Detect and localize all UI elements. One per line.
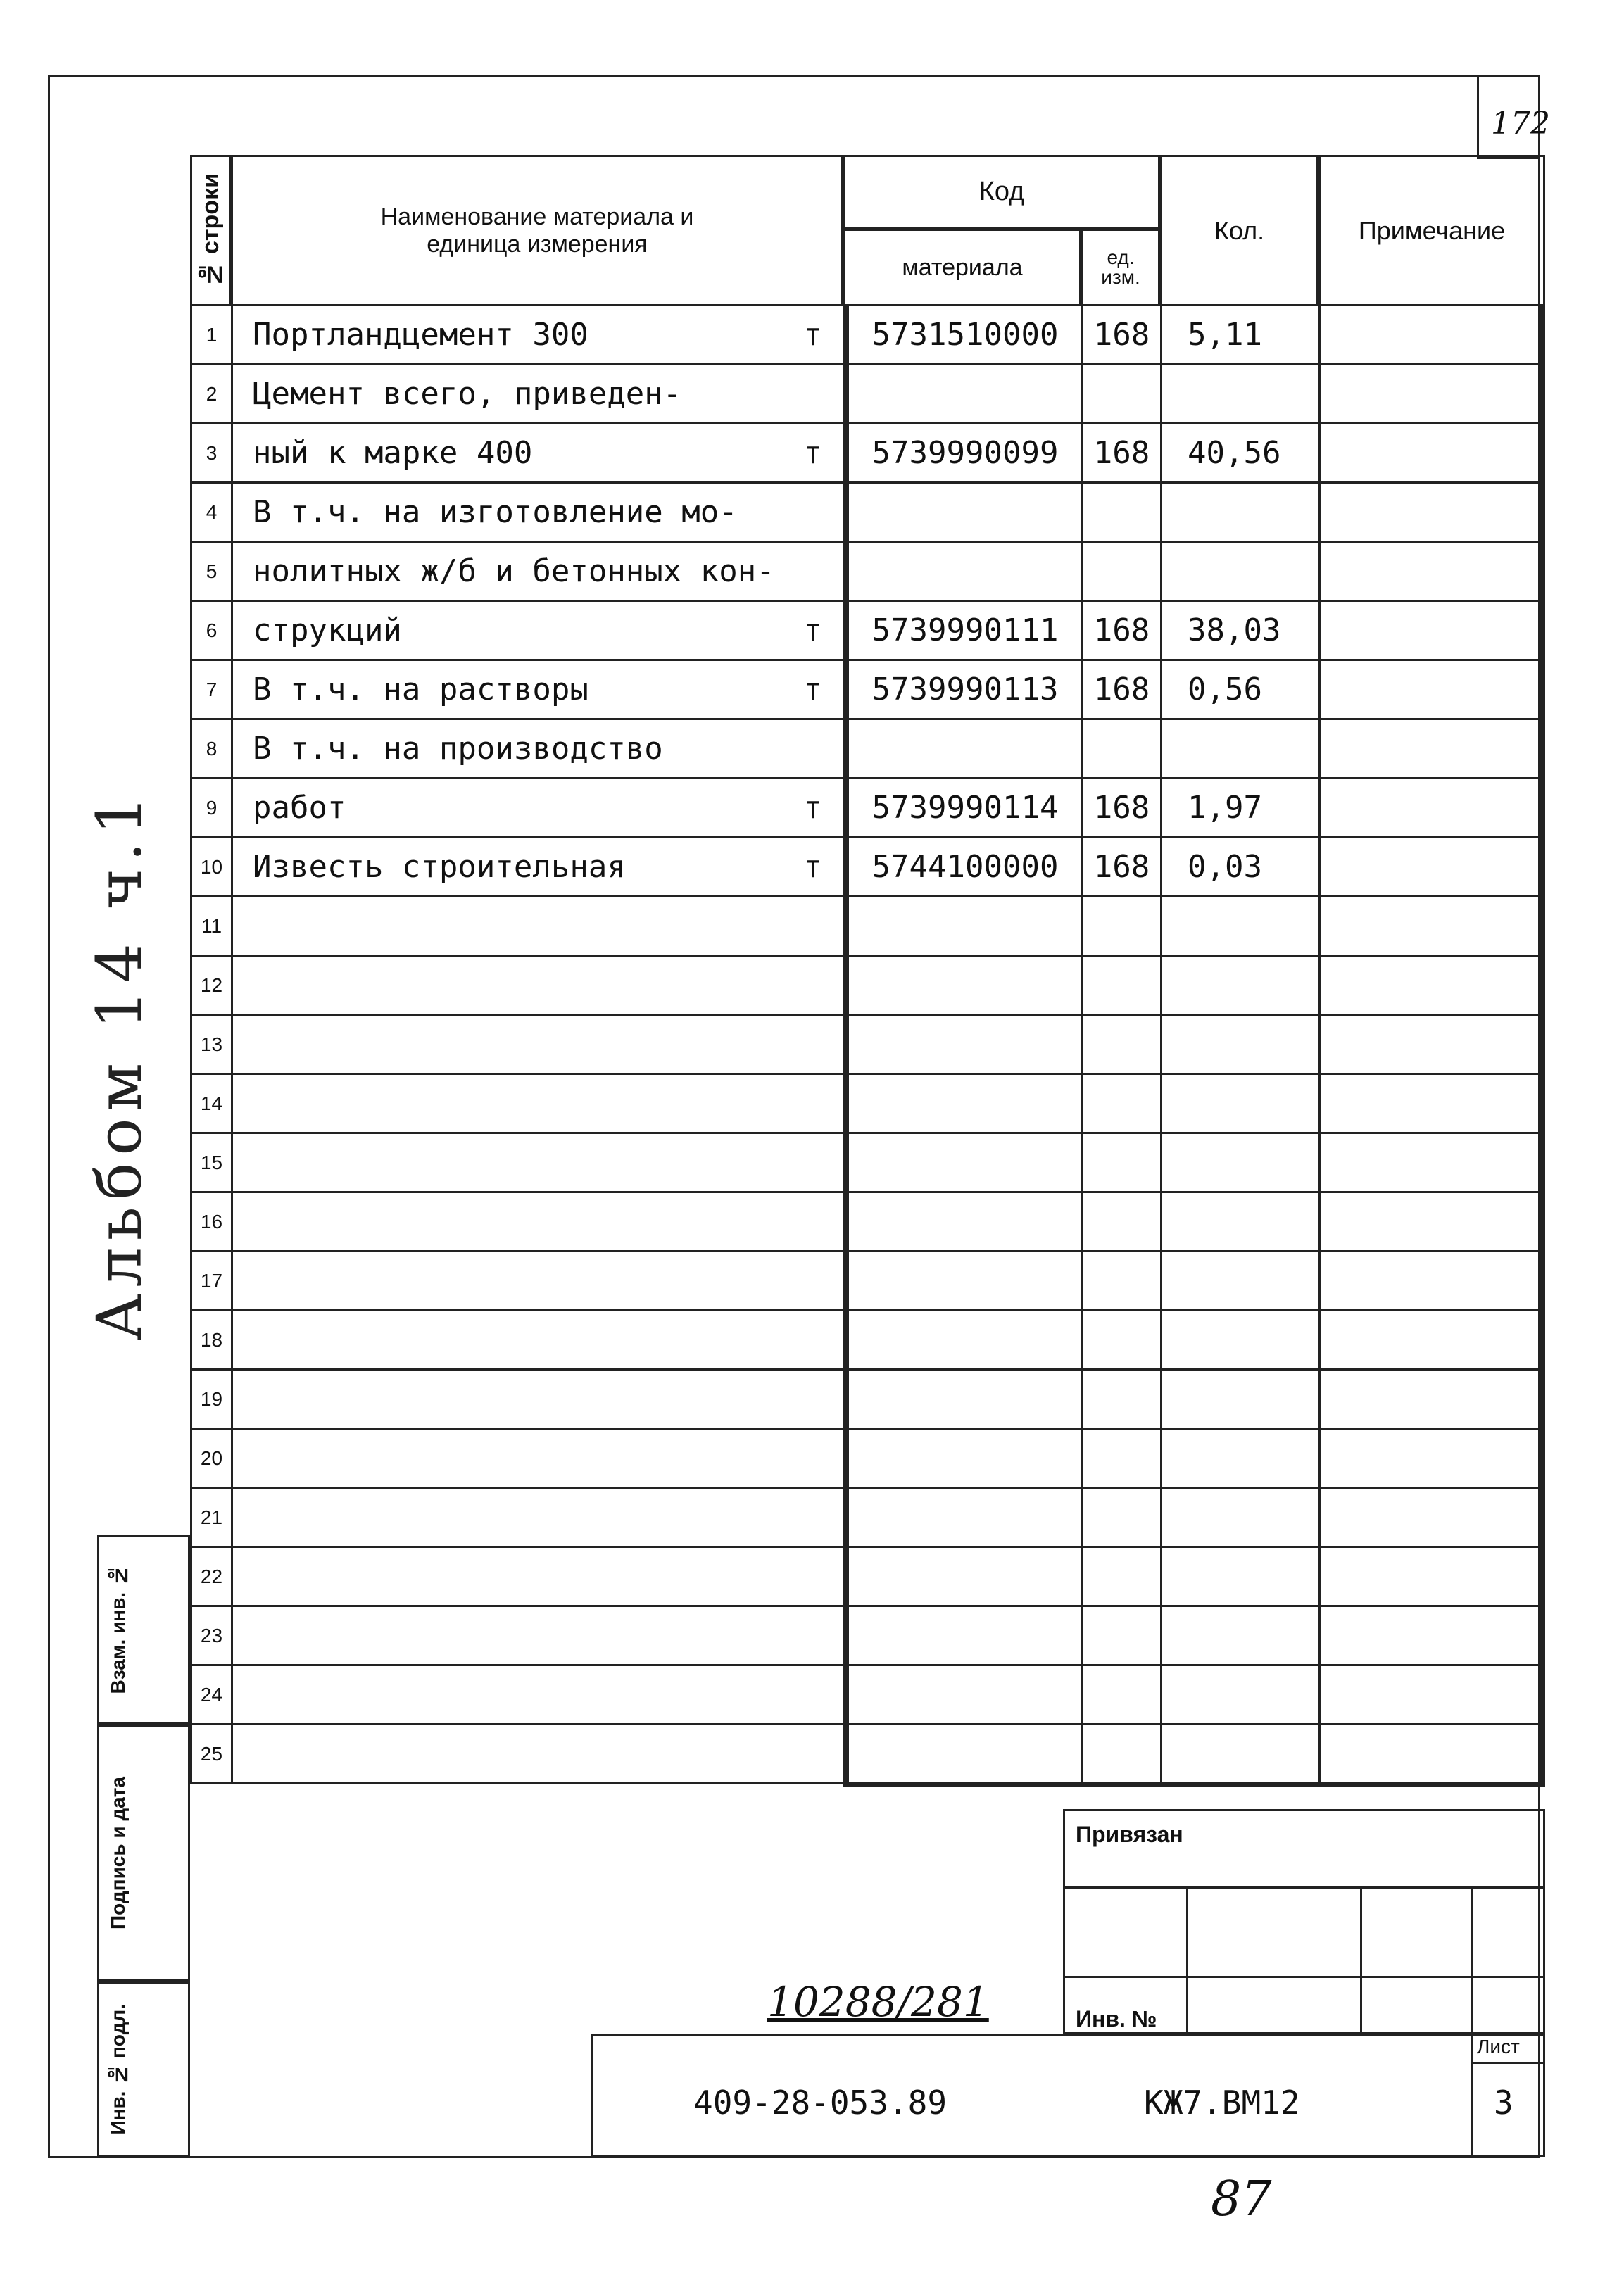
header-row-number: № строки [190, 155, 231, 306]
header-code-unit: ед. изм. [1081, 229, 1160, 306]
note [1318, 897, 1545, 957]
quantity [1160, 543, 1318, 602]
note [1318, 484, 1545, 543]
unit-code [1081, 957, 1160, 1016]
quantity [1160, 1548, 1318, 1607]
quantity [1160, 1193, 1318, 1252]
unit-code [1081, 1430, 1160, 1489]
material-name [231, 1725, 843, 1784]
material-code: 5744100000 [843, 838, 1081, 897]
note [1318, 1725, 1545, 1784]
row-number: 8 [190, 720, 231, 779]
doc-mark: КЖ7.ВМ12 [1144, 2084, 1300, 2122]
quantity [1160, 1016, 1318, 1075]
material-code [843, 365, 1081, 424]
privyazan-grid-col2 [1471, 1886, 1545, 2034]
material-code [843, 957, 1081, 1016]
table-row [190, 543, 1545, 602]
row-number: 12 [190, 957, 231, 1016]
material-unit: т [803, 435, 822, 471]
note [1318, 1489, 1545, 1548]
material-name [231, 1075, 843, 1134]
material-name [231, 838, 843, 897]
podpis-data-label: Подпись и дата [106, 1777, 129, 1929]
material-code [843, 1607, 1081, 1666]
material-name [231, 720, 843, 779]
unit-code: 168 [1081, 306, 1160, 365]
material-code: 5739990111 [843, 602, 1081, 661]
material-code [843, 1489, 1081, 1548]
material-name [231, 1430, 843, 1489]
quantity: 40,56 [1160, 424, 1318, 484]
album-label: Альбом 14 ч.1 [83, 788, 156, 1341]
list-label: Лист [1477, 2036, 1520, 2058]
unit-code [1081, 897, 1160, 957]
quantity [1160, 1311, 1318, 1371]
material-unit: т [803, 672, 822, 707]
unit-code [1081, 1489, 1160, 1548]
table-bottom-border [843, 1782, 1545, 1787]
row-number: 17 [190, 1252, 231, 1311]
privyazan-grid-col [1186, 1886, 1362, 2034]
unit-code [1081, 720, 1160, 779]
row-number: 5 [190, 543, 231, 602]
note [1318, 1548, 1545, 1607]
header-code: Код [843, 155, 1160, 229]
quantity [1160, 1430, 1318, 1489]
material-name [231, 1548, 843, 1607]
table-row [190, 1548, 1545, 1607]
row-number: 7 [190, 661, 231, 720]
note [1318, 543, 1545, 602]
row-number: 13 [190, 1016, 231, 1075]
row-number: 3 [190, 424, 231, 484]
material-code [843, 543, 1081, 602]
unit-code: 168 [1081, 779, 1160, 838]
material-code [843, 897, 1081, 957]
material-name-text: нолитных ж/б и бетонных кон- [253, 553, 775, 589]
note [1318, 1371, 1545, 1430]
note [1318, 1430, 1545, 1489]
table-row [190, 1311, 1545, 1371]
material-name-text: ный к марке 400 [253, 435, 533, 471]
table-row [190, 1725, 1545, 1784]
table-row [190, 1193, 1545, 1252]
material-name [231, 1134, 843, 1193]
table-row [190, 1075, 1545, 1134]
row-number: 21 [190, 1489, 231, 1548]
table-row [190, 1489, 1545, 1548]
material-code: 5731510000 [843, 306, 1081, 365]
row-number: 23 [190, 1607, 231, 1666]
unit-code [1081, 484, 1160, 543]
row-number: 18 [190, 1311, 231, 1371]
unit-code [1081, 1016, 1160, 1075]
material-unit: т [803, 612, 822, 648]
row-number: 16 [190, 1193, 231, 1252]
note [1318, 957, 1545, 1016]
unit-code [1081, 1371, 1160, 1430]
quantity: 0,03 [1160, 838, 1318, 897]
material-name [231, 424, 843, 484]
row-number: 11 [190, 897, 231, 957]
material-name [231, 543, 843, 602]
table-row [190, 602, 1545, 661]
table-row [190, 306, 1545, 365]
material-code [843, 1311, 1081, 1371]
sheet-number: 3 [1494, 2084, 1513, 2122]
quantity [1160, 365, 1318, 424]
material-code [843, 1548, 1081, 1607]
material-name [231, 1489, 843, 1548]
table-row [190, 1371, 1545, 1430]
material-name-text: Портландцемент 300 [253, 317, 588, 353]
quantity [1160, 1371, 1318, 1430]
material-code [843, 720, 1081, 779]
row-number: 24 [190, 1666, 231, 1725]
unit-code [1081, 1311, 1160, 1371]
note [1318, 1607, 1545, 1666]
material-name [231, 365, 843, 424]
vzam-inv-label: Взам. инв. № [106, 1565, 129, 1694]
quantity [1160, 1666, 1318, 1725]
row-number: 1 [190, 306, 231, 365]
unit-code: 168 [1081, 602, 1160, 661]
material-name [231, 897, 843, 957]
material-name-text: струкций [253, 612, 402, 648]
note [1318, 720, 1545, 779]
row-number: 9 [190, 779, 231, 838]
quantity [1160, 1134, 1318, 1193]
inv-no-label: Инв. № [1076, 2006, 1157, 2031]
material-name-text: работ [253, 790, 346, 826]
material-name [231, 602, 843, 661]
material-name [231, 484, 843, 543]
material-name-text: В т.ч. на производство [253, 731, 663, 767]
table-row [190, 484, 1545, 543]
table-row [190, 838, 1545, 897]
material-code [843, 1193, 1081, 1252]
material-code [843, 1016, 1081, 1075]
table-row [190, 1666, 1545, 1725]
privyazan-label: Привязан [1076, 1822, 1183, 1847]
row-number: 25 [190, 1725, 231, 1784]
header-note: Примечание [1318, 155, 1545, 306]
table-row [190, 1016, 1545, 1075]
unit-code: 168 [1081, 661, 1160, 720]
page-number-top: 172 [1491, 106, 1550, 141]
material-name [231, 1193, 843, 1252]
material-code [843, 1252, 1081, 1311]
quantity [1160, 1725, 1318, 1784]
material-name-text: Известь строительная [253, 849, 626, 885]
material-code [843, 1134, 1081, 1193]
material-name [231, 957, 843, 1016]
row-number: 6 [190, 602, 231, 661]
unit-code [1081, 1607, 1160, 1666]
stamp-number: 10288/281 [767, 1978, 989, 2026]
unit-code [1081, 1252, 1160, 1311]
table-row [190, 661, 1545, 720]
doc-code: 409-28-053.89 [693, 2084, 948, 2122]
unit-code: 168 [1081, 838, 1160, 897]
row-number: 2 [190, 365, 231, 424]
quantity: 0,56 [1160, 661, 1318, 720]
row-number: 22 [190, 1548, 231, 1607]
header-name: Наименование материала и единица измерения [231, 155, 843, 306]
quantity [1160, 1075, 1318, 1134]
table-row [190, 424, 1545, 484]
material-name [231, 661, 843, 720]
row-number: 4 [190, 484, 231, 543]
materials-table [190, 155, 1545, 1774]
material-code [843, 1371, 1081, 1430]
table-row [190, 1607, 1545, 1666]
material-code [843, 1725, 1081, 1784]
material-name-text: В т.ч. на растворы [253, 672, 588, 707]
material-name [231, 1371, 843, 1430]
note [1318, 1075, 1545, 1134]
unit-code [1081, 1193, 1160, 1252]
material-code [843, 484, 1081, 543]
quantity [1160, 1489, 1318, 1548]
material-name-text: В т.ч. на изготовление мо- [253, 494, 738, 530]
material-name-text: Цемент всего, приведен- [253, 376, 682, 412]
note [1318, 365, 1545, 424]
quantity: 5,11 [1160, 306, 1318, 365]
material-name [231, 1252, 843, 1311]
unit-code [1081, 1666, 1160, 1725]
material-code: 5739990113 [843, 661, 1081, 720]
note [1318, 779, 1545, 838]
material-unit: т [803, 790, 822, 826]
note [1318, 306, 1545, 365]
note [1318, 1193, 1545, 1252]
note [1318, 838, 1545, 897]
quantity [1160, 957, 1318, 1016]
material-name [231, 779, 843, 838]
unit-code [1081, 1134, 1160, 1193]
quantity [1160, 1252, 1318, 1311]
table-row [190, 779, 1545, 838]
material-code: 5739990114 [843, 779, 1081, 838]
unit-code [1081, 1548, 1160, 1607]
note [1318, 424, 1545, 484]
table-row [190, 1252, 1545, 1311]
note [1318, 1311, 1545, 1371]
material-code: 5739990099 [843, 424, 1081, 484]
table-row [190, 365, 1545, 424]
table-row [190, 897, 1545, 957]
material-unit: т [803, 849, 822, 885]
table-row [190, 1430, 1545, 1489]
row-number: 10 [190, 838, 231, 897]
material-unit: т [803, 317, 822, 353]
unit-code: 168 [1081, 424, 1160, 484]
note [1318, 1252, 1545, 1311]
quantity [1160, 897, 1318, 957]
quantity: 1,97 [1160, 779, 1318, 838]
row-number: 20 [190, 1430, 231, 1489]
header-qty: Кол. [1160, 155, 1318, 306]
table-row [190, 1134, 1545, 1193]
inv-podl-label: Инв. № подл. [106, 2004, 129, 2135]
note [1318, 1016, 1545, 1075]
row-number: 19 [190, 1371, 231, 1430]
row-number: 14 [190, 1075, 231, 1134]
table-row [190, 957, 1545, 1016]
material-name [231, 1666, 843, 1725]
bottom-page-number: 87 [1211, 2172, 1272, 2227]
note [1318, 1666, 1545, 1725]
note [1318, 1134, 1545, 1193]
material-name [231, 1607, 843, 1666]
material-code [843, 1075, 1081, 1134]
material-code [843, 1666, 1081, 1725]
material-name [231, 306, 843, 365]
quantity [1160, 484, 1318, 543]
unit-code [1081, 365, 1160, 424]
material-name [231, 1016, 843, 1075]
material-code [843, 1430, 1081, 1489]
quantity [1160, 1607, 1318, 1666]
quantity [1160, 720, 1318, 779]
material-name [231, 1311, 843, 1371]
note [1318, 602, 1545, 661]
header-code-material: материала [843, 229, 1081, 306]
unit-code [1081, 543, 1160, 602]
unit-code [1081, 1725, 1160, 1784]
note [1318, 661, 1545, 720]
unit-code [1081, 1075, 1160, 1134]
quantity: 38,03 [1160, 602, 1318, 661]
row-number: 15 [190, 1134, 231, 1193]
table-row [190, 720, 1545, 779]
